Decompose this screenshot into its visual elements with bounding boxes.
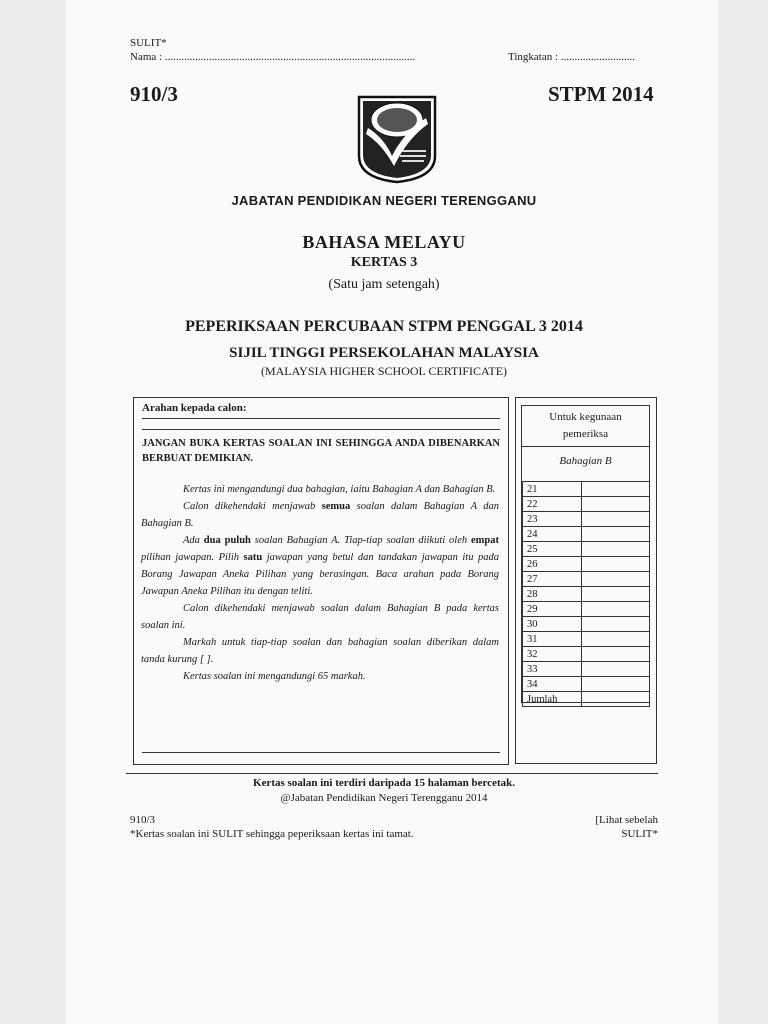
examiner-box: [515, 397, 657, 764]
total-cell[interactable]: [582, 692, 650, 707]
score-cell[interactable]: [582, 512, 650, 527]
divider: [142, 429, 500, 430]
score-table: [522, 481, 650, 707]
score-row: [523, 497, 650, 512]
instructions-body: [141, 481, 499, 685]
examiner-table: [521, 405, 650, 703]
score-row: [523, 617, 650, 632]
score-row: [523, 557, 650, 572]
score-row: [523, 662, 650, 677]
score-cell[interactable]: [582, 587, 650, 602]
score-row: [523, 572, 650, 587]
question-number: 22: [523, 497, 582, 512]
paper-number: KERTAS 3: [350, 255, 418, 270]
score-row: [523, 647, 650, 662]
question-number: 25: [523, 542, 582, 557]
score-cell[interactable]: [582, 632, 650, 647]
footer-rule: [126, 773, 658, 774]
question-number: 28: [523, 587, 582, 602]
divider: [142, 418, 500, 419]
tingkatan-field: Tingkatan : ...........................: [508, 51, 636, 63]
text: soalan dalam Bahagian A dan Bahagian B.: [141, 501, 500, 529]
footer-code: 910/3: [130, 814, 156, 826]
paper-code: 910/3: [130, 82, 178, 106]
text: soalan Bahagian A. Tiap-tiap soalan diikuti oleh: [250, 535, 471, 546]
certificate-english: (MALAYSIA HIGHER SCHOOL CERTIFICATE): [260, 364, 508, 378]
instruction-paragraph: [141, 498, 499, 532]
exam-name: PEPERIKSAAN PERCUBAAN STPM PENGGAL 3 2014: [185, 318, 583, 335]
score-cell[interactable]: [582, 482, 650, 497]
question-number: 30: [523, 617, 582, 632]
subject-title: BAHASA MELAYU: [302, 232, 466, 252]
text: Ada: [183, 535, 204, 546]
examiner-heading: pemeriksa: [562, 428, 609, 440]
question-number: 24: [523, 527, 582, 542]
instruction-paragraph: Kertas ini mengandungi dua bahagian, iaitu Bahagian A dan Bahagian B.: [183, 484, 496, 495]
score-row: [523, 677, 650, 692]
instruction-paragraph: Calon dikehendaki menjawab soalan dalam Bahagian B pada kertas soalan ini.: [141, 603, 499, 631]
bold-text: empat: [471, 535, 499, 546]
warning-text: JANGAN BUKA KERTAS SOALAN INI SEHINGGA ANDA DIBENARKAN BERBUAT DEMIKIAN.: [142, 438, 500, 464]
score-cell[interactable]: [582, 542, 650, 557]
score-cell[interactable]: [582, 557, 650, 572]
question-number: 27: [523, 572, 582, 587]
text: Calon dikehendaki menjawab: [183, 501, 322, 512]
total-label: Jumlah: [523, 692, 582, 707]
score-row: [523, 602, 650, 617]
question-number: 31: [523, 632, 582, 647]
exam-year: STPM 2014: [548, 82, 654, 106]
department-name: JABATAN PENDIDIKAN NEGERI TERENGGANU: [231, 193, 537, 208]
instruction-paragraph: [141, 532, 499, 600]
copyright: @Jabatan Pendidikan Negeri Terengganu 2014: [280, 792, 488, 804]
score-row: [523, 632, 650, 647]
question-number: 21: [523, 482, 582, 497]
nama-field: Nama : ...........................................................................................: [130, 51, 416, 63]
divider: [522, 446, 649, 447]
score-cell[interactable]: [582, 647, 650, 662]
sulit-label: SULIT*: [130, 37, 167, 49]
instruction-paragraph: Kertas soalan ini mengandungi 65 markah.: [183, 671, 366, 682]
score-cell[interactable]: [582, 602, 650, 617]
instruction-paragraph: Markah untuk tiap-tiap soalan dan bahagian soalan diberikan dalam tanda kurung [ ].: [141, 637, 499, 665]
bold-text: satu: [243, 552, 263, 563]
question-number: 23: [523, 512, 582, 527]
footer-note: *Kertas soalan ini SULIT sehingga peperiksaan kertas ini tamat.: [130, 828, 414, 840]
score-cell[interactable]: [582, 572, 650, 587]
score-row: [523, 482, 650, 497]
section-label: Bahagian B: [559, 455, 612, 467]
duration: (Satu jam setengah): [328, 277, 440, 292]
score-cell[interactable]: [582, 527, 650, 542]
certificate-title: SIJIL TINGGI PERSEKOLAHAN MALAYSIA: [229, 345, 539, 361]
question-number: 32: [523, 647, 582, 662]
footer-sulit: SULIT*: [621, 828, 658, 840]
examiner-heading: Untuk kegunaan: [549, 411, 622, 423]
text: jawapan yang betul dan tandakan jawapan itu pada Borang Jawapan Aneka Pilihan yang berasingan. Baca arahan pada Borang Jawapan Aneka Pilihan itu dengan teliti.: [141, 552, 499, 597]
page-count: Kertas soalan ini terdiri daripada 15 halaman bercetak.: [253, 777, 515, 789]
score-cell[interactable]: [582, 497, 650, 512]
text: pilihan jawapan. Pilih: [141, 552, 244, 563]
question-number: 29: [523, 602, 582, 617]
instructions-heading: Arahan kepada calon:: [142, 402, 247, 414]
department-logo: [356, 94, 438, 184]
total-row: [523, 692, 650, 707]
score-row: [523, 587, 650, 602]
score-cell[interactable]: [582, 677, 650, 692]
next-page: [Lihat sebelah: [595, 814, 658, 826]
score-row: [523, 542, 650, 557]
score-cell[interactable]: [582, 662, 650, 677]
score-cell[interactable]: [582, 617, 650, 632]
question-number: 34: [523, 677, 582, 692]
question-number: 26: [523, 557, 582, 572]
bold-text: dua puluh: [203, 535, 251, 546]
question-number: 33: [523, 662, 582, 677]
score-row: [523, 512, 650, 527]
score-row: [523, 527, 650, 542]
bold-text: semua: [321, 501, 351, 512]
divider: [142, 752, 500, 753]
